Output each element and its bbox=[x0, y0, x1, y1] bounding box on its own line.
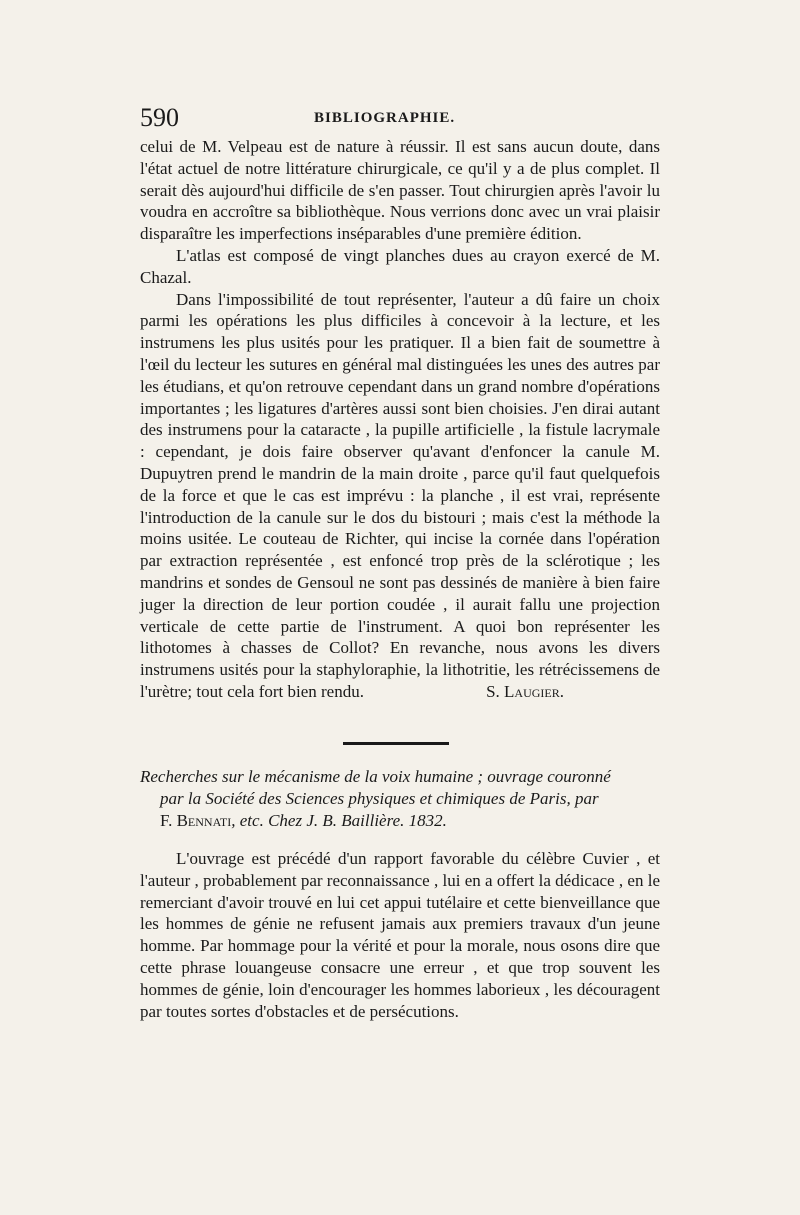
review-title-line-2: par la Société des Sciences physiques et chimiques de Paris, par bbox=[160, 789, 599, 808]
review-author: F. Bennati bbox=[160, 811, 232, 830]
paragraph-bennati-body: L'ouvrage est précédé d'un rapport favorable du célèbre Cuvier , et l'auteur , probablement par reconnaissance , lui en a offert la dédicace , en le remerciant d'avoir trouvé en lui cet appui tutélaire et cette bienveillance que les hommes de génie ne refusent jamais aux premiers travaux d'un jeune homme. Par hommage pour la vérité et pour la morale, nous osons dire que cette phrase louangeuse consacre une erreur , et que trop souvent les hommes de génie, loin d'encourager les hommes laborieux , les découragent par toutes sortes d'obstacles et de persécutions. bbox=[140, 849, 660, 1021]
paragraph-atlas: L'atlas est composé de vingt planches dues au crayon exercé de M. Chazal. bbox=[140, 245, 660, 287]
section-bennati-review bbox=[140, 848, 660, 1022]
review-citation bbox=[140, 810, 660, 832]
paragraph-plates-critique: Dans l'impossibilité de tout représenter, l'auteur a dû faire un choix parmi les opérations les plus difficiles à concevoir à la lecture, et les instrumens les plus usités pour les pratiquer. Il a bien fait de soumettre à l'œil du lecteur les sutures en général mal distinguées les unes des autres par les étudians, et qu'on retrouve cependant dans un grand nombre d'opérations importantes ; les ligatures d'artères aussi sont bien choisies. J'en dirai autant des instrumens pour la cataracte , la pupille artificielle , la fistule lacrymale : cependant, je dois faire observer qu'avant d'enfoncer la canule M. Dupuytren prend le mandrin de la main droite , parce qu'il faut quelquefois de la force et que le cas est imprévu : la planche , il est vrai, représente l'introduction de la canule sur le dos du bistouri ; mais c'est la méthode la moins usitée. Le couteau de Richter, qui incise la cornée dans l'opération par extraction représentée , est enfoncé trop près de la sclérotique ; les mandrins et sondes de Gensoul ne sont pas dessinés de manière à bien faire juger la direction de leur portion coudée , il aurait fallu une projection verticale de cette partie de l'instrument. A quoi bon représenter les lithotomes à chasses de Collot? En revanche, nous avons les divers instrumens usités pour la staphyloraphie, la lithotritie, les rétrécissemens de l'urètre; tout cela fort bien rendu. bbox=[140, 289, 660, 701]
running-title: BIBLIOGRAPHIE. bbox=[314, 110, 456, 126]
page-number: 590 bbox=[140, 103, 179, 132]
signature: S. Laugier. bbox=[486, 681, 564, 701]
review-heading bbox=[140, 766, 660, 832]
section-velpeau-review bbox=[140, 136, 660, 703]
paragraph-velpeau-conclusion: celui de M. Velpeau est de nature à réussir. Il est sans aucun doute, dans l'état actuel de notre littérature chirurgicale, ce qu'il y a de plus complet. Il serait dès aujourd'hui difficile de s'en passer. Tout chirurgien après l'avoir lu voudra en accroître sa bibliothèque. Nous verrions donc avec un vrai plaisir disparaître les imperfections inséparables d'une première édition. bbox=[140, 137, 660, 244]
page-header bbox=[140, 103, 660, 133]
section-divider bbox=[343, 742, 449, 745]
review-title-line-1: Recherches sur le mécanisme de la voix humaine ; ouvrage couronné bbox=[140, 767, 611, 786]
review-publisher: , etc. Chez J. B. Baillière. 1832. bbox=[231, 811, 447, 830]
